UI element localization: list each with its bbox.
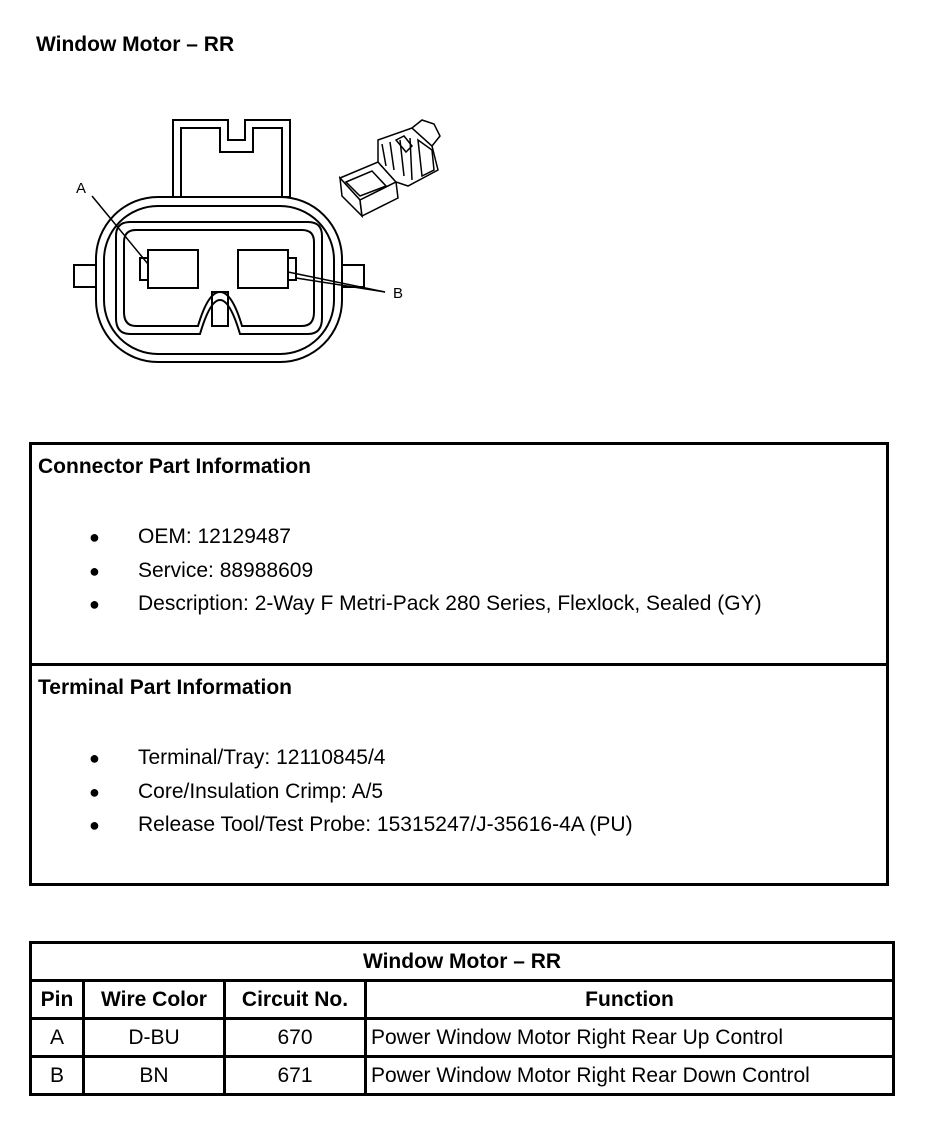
- connector-3d-view: [340, 120, 440, 216]
- cell-circuit-no: 670: [225, 1019, 366, 1057]
- part-information-box: [29, 442, 889, 886]
- table-row: [31, 1057, 894, 1095]
- pin-a-label: A: [76, 180, 87, 197]
- pin-table-title: Window Motor – RR: [31, 943, 894, 981]
- list-item-text: Service: 88988609: [138, 558, 314, 582]
- cell-wire-color: D-BU: [84, 1019, 225, 1057]
- bullet-icon: ●: [89, 781, 100, 802]
- terminal-part-info-title: Terminal Part Information: [38, 676, 292, 699]
- terminal-part-info: [32, 666, 886, 883]
- cell-pin: B: [31, 1057, 84, 1095]
- list-item-text: Terminal/Tray: 12110845/4: [138, 746, 386, 769]
- header-circuit-no: Circuit No.: [225, 981, 366, 1019]
- header-pin: Pin: [31, 981, 84, 1019]
- header-function: Function: [366, 981, 894, 1019]
- list-item-text: Description: 2-Way F Metri-Pack 280 Series, Flexlock, Sealed (GY): [138, 592, 762, 615]
- bullet-icon: ●: [89, 560, 100, 581]
- bullet-icon: ●: [89, 815, 100, 835]
- list-item-text: OEM: 12129487: [138, 525, 291, 548]
- bullet-icon: ●: [89, 748, 100, 768]
- cell-circuit-no: 671: [225, 1057, 366, 1095]
- connector-part-info: [32, 445, 886, 666]
- cell-pin: A: [31, 1019, 84, 1057]
- cell-wire-color: BN: [84, 1057, 225, 1095]
- list-item-text: Core/Insulation Crimp: A/5: [138, 779, 384, 803]
- page-title: Window Motor – RR: [36, 33, 235, 56]
- cell-function: Power Window Motor Right Rear Down Control: [366, 1057, 894, 1095]
- connector-diagram: [60, 100, 480, 390]
- bullet-icon: ●: [89, 527, 100, 547]
- header-wire-color: Wire Color: [84, 981, 225, 1019]
- table-row: [31, 1019, 894, 1057]
- bullet-icon: ●: [89, 594, 100, 614]
- list-item-text: Release Tool/Test Probe: 15315247/J-35616-4A (PU): [138, 813, 633, 836]
- cell-function: Power Window Motor Right Rear Up Control: [366, 1019, 894, 1057]
- connector-part-info-title: Connector Part Information: [38, 455, 312, 478]
- pin-b-label: B: [393, 285, 404, 302]
- pin-table-header-row: [31, 981, 894, 1019]
- pin-table: [29, 941, 895, 1096]
